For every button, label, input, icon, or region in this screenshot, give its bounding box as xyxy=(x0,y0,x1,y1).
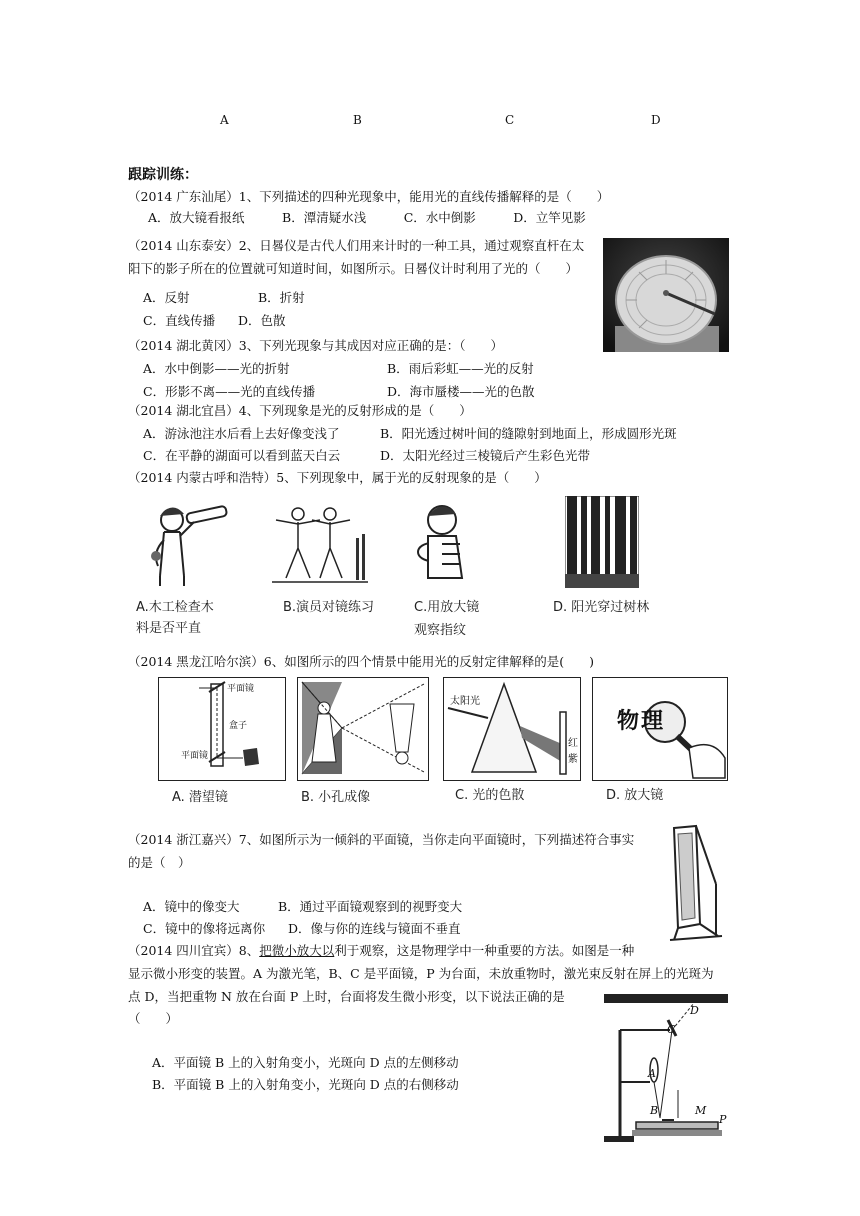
q1-stem: （2014 广东汕尾）1、下列描述的四种光现象中，能用光的直线传播解释的是（ ） xyxy=(128,189,610,204)
q5-stem: （2014 内蒙古呼和浩特）5、下列现象中，属于光的反射现象的是（ ） xyxy=(128,470,547,485)
q6-panel-periscope xyxy=(158,677,286,781)
q8-stem-suffix: 利于观察，这是物理学中一种重要的方法。如图是一种 xyxy=(334,943,635,958)
top-label-c: C xyxy=(505,113,515,127)
q7-option-b: B．通过平面镜观察到的视野变大 xyxy=(278,899,463,914)
q6-c-label-sunlight: 太阳光 xyxy=(450,696,480,707)
q8-stem-line3: 点 D，当把重物 N 放在台面 P 上时，台面将发生微小形变，以下说法正确的是 xyxy=(128,989,565,1004)
q8-fig-label-a: A xyxy=(648,1067,656,1080)
q3-option-a: A．水中倒影——光的折射 xyxy=(143,361,290,376)
q6-panel-pinhole xyxy=(297,677,429,781)
q5-caption-c-line1: C.用放大镜 xyxy=(414,600,480,615)
top-label-b: B xyxy=(353,113,362,127)
q5-caption-c-line2: 观察指纹 xyxy=(414,623,467,638)
q5-caption-a-line2: 料是否平直 xyxy=(136,621,202,636)
q6-a-label-bottom-mirror: 平面镜 xyxy=(181,751,209,761)
q8-stem-line2: 显示微小形变的装置。A 为激光笔，B、C 是平面镜，P 为台面，未放重物时，激光束反射在屏上的光斑为 xyxy=(128,966,714,981)
section-title: 跟踪训练： xyxy=(128,167,198,183)
q5-caption-d: D. 阳光穿过树林 xyxy=(553,600,650,615)
q8-stem-line4: （ ） xyxy=(128,1011,179,1026)
q8-option-b: B．平面镜 B 上的入射角变小，光斑向 D 点的右侧移动 xyxy=(152,1077,459,1092)
q8-fig-label-m: M xyxy=(695,1104,707,1117)
laser-deformation-apparatus xyxy=(602,990,730,1150)
q7-option-d: D．像与你的连线与镜面不垂直 xyxy=(288,921,461,936)
q5-image-carpenter xyxy=(138,496,228,588)
q5-caption-b: B.演员对镜练习 xyxy=(283,600,375,615)
q5-caption-a-line1: A.木工检查木 xyxy=(136,600,214,615)
q6-panel-dispersion xyxy=(443,677,581,781)
q6-panel-magnifier xyxy=(592,677,728,781)
q6-stem: （2014 黑龙江哈尔滨）6、如图所示的四个情景中能用光的反射定律解释的是( ) xyxy=(128,654,594,669)
q8-option-a: A．平面镜 B 上的入射角变小，光斑向 D 点的左侧移动 xyxy=(152,1055,459,1070)
q7-stem-line1: （2014 浙江嘉兴）7、如图所示为一倾斜的平面镜，当你走向平面镜时，下列描述符合事实 xyxy=(128,832,635,847)
q7-option-c: C．镜中的像将远离你 xyxy=(143,921,266,936)
q2-option-a: A．反射 xyxy=(143,290,190,305)
q6-caption-d: D. 放大镜 xyxy=(606,788,664,803)
q8-fig-label-d: D xyxy=(690,1004,699,1017)
q4-option-c: C．在平静的湖面可以看到蓝天白云 xyxy=(143,448,341,463)
q2-option-d: D．色散 xyxy=(238,313,286,328)
sundial-photo xyxy=(603,238,729,352)
q4-stem: （2014 湖北宜昌）4、下列现象是光的反射形成的是（ ） xyxy=(128,403,472,418)
q8-fig-label-b: B xyxy=(650,1104,659,1117)
q5-image-dancers xyxy=(272,498,372,586)
q8-stem-underlined: 把微小放大以 xyxy=(259,943,335,958)
q6-a-label-box: 盒子 xyxy=(229,721,248,731)
q3-option-d: D．海市蜃楼——光的色散 xyxy=(387,384,535,399)
q6-c-label-red: 红 xyxy=(568,738,578,749)
q2-stem-line2: 阳下的影子所在的位置就可知道时间，如图所示。日晷仪计时利用了光的（ ） xyxy=(128,261,579,276)
q3-option-b: B．雨后彩虹——光的反射 xyxy=(387,361,534,376)
q4-option-a: A．游泳池注水后看上去好像变浅了 xyxy=(143,426,340,441)
q3-option-c: C．形影不离——光的直线传播 xyxy=(143,384,316,399)
q6-a-label-top-mirror: 平面镜 xyxy=(227,684,255,694)
q6-caption-c: C. 光的色散 xyxy=(455,788,525,803)
q8-stem-line1 xyxy=(128,943,634,959)
q6-caption-b: B. 小孔成像 xyxy=(301,790,371,805)
q2-stem-line1: （2014 山东泰安）2、日晷仪是古代人们用来计时的一种工具，通过观察直杆在太 xyxy=(128,238,585,253)
q7-stem-line2: 的是（ ） xyxy=(128,855,191,870)
q6-caption-a: A. 潜望镜 xyxy=(172,790,228,805)
top-label-a: A xyxy=(220,113,229,127)
tilted-mirror-figure xyxy=(660,824,726,944)
q4-option-b: B．阳光透过树叶间的缝隙射到地面上，形成圆形光斑 xyxy=(380,426,677,441)
q1-options: A．放大镜看报纸 B．潭清疑水浅 C．水中倒影 D．立竿见影 xyxy=(148,210,586,225)
q8-fig-label-p: P xyxy=(719,1113,727,1126)
q2-option-c: C．直线传播 xyxy=(143,313,216,328)
q6-c-label-violet: 紫 xyxy=(568,754,578,765)
q3-stem: （2014 湖北黄冈）3、下列光现象与其成因对应正确的是：（ ） xyxy=(128,338,503,353)
q5-image-magnifier-boy xyxy=(408,498,480,586)
q5-image-forest xyxy=(565,496,639,588)
q8-stem-prefix: （2014 四川宜宾）8、 xyxy=(128,943,260,958)
top-label-d: D xyxy=(651,113,661,127)
q2-option-b: B．折射 xyxy=(258,290,305,305)
q7-option-a: A．镜中的像变大 xyxy=(143,899,240,914)
q6-d-text-physics: 物理 xyxy=(617,709,666,734)
q8-fig-label-c: C xyxy=(667,1023,676,1036)
q4-option-d: D．太阳光经过三棱镜后产生彩色光带 xyxy=(380,448,591,463)
